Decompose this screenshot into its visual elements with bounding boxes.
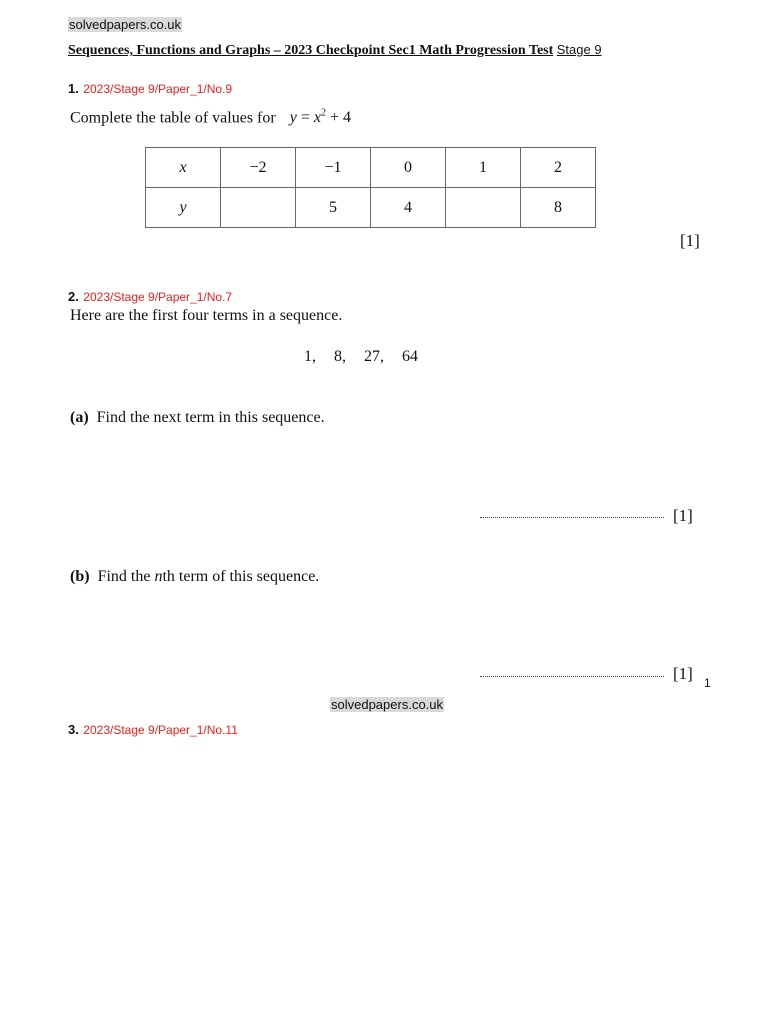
part-a-marks: [1]	[673, 506, 693, 525]
x-value-cell: 1	[446, 148, 521, 188]
x-value-cell: −2	[221, 148, 296, 188]
sequence-term: 64	[402, 348, 418, 365]
equation-rest: + 4	[329, 109, 351, 127]
table-row	[146, 188, 596, 228]
question-2-intro: Here are the first four terms in a sequence.	[70, 307, 343, 324]
y-value-cell: 4	[371, 188, 446, 228]
answer-dots[interactable]	[480, 676, 664, 677]
part-a-answer-line[interactable]	[480, 505, 664, 523]
y-value-cell[interactable]	[446, 188, 521, 228]
part-b-text-before: Find the	[97, 568, 155, 585]
x-value-cell: 0	[371, 148, 446, 188]
x-value-cell: 2	[521, 148, 596, 188]
part-a-text: Find the next term in this sequence.	[96, 409, 325, 426]
sequence-term: 27,	[364, 348, 384, 365]
y-value-cell: 5	[296, 188, 371, 228]
equation-power: 2	[320, 108, 326, 119]
sequence-term: 1,	[304, 348, 316, 365]
question-reference: 2023/Stage 9/Paper_1/No.9	[83, 82, 233, 96]
y-value-cell[interactable]	[221, 188, 296, 228]
equation-lhs: y	[289, 109, 297, 127]
prompt-text: Complete the table of values for	[70, 109, 276, 127]
question-reference: 2023/Stage 9/Paper_1/No.11	[83, 723, 238, 737]
part-b-italic: n	[154, 568, 163, 585]
equation-base: x	[313, 109, 321, 127]
y-label-cell: y	[146, 188, 221, 228]
x-value-cell: −1	[296, 148, 371, 188]
question-number: 3.	[68, 722, 79, 737]
question-1-marks: [1]	[680, 231, 700, 250]
question-2-heading	[68, 288, 232, 306]
sequence-term: 8,	[334, 348, 346, 365]
question-3-heading	[68, 721, 238, 739]
site-watermark-top: solvedpapers.co.uk	[69, 17, 182, 32]
y-value-cell: 8	[521, 188, 596, 228]
part-a-question	[70, 409, 325, 427]
equation: $y = x^2 + 4$	[289, 108, 351, 127]
page-number: 1	[704, 676, 711, 690]
part-b-marks: [1]	[673, 664, 693, 683]
part-b-label: (b)	[70, 568, 90, 585]
part-b-text-after: th term of this sequence.	[162, 568, 320, 585]
part-b-answer-line[interactable]	[480, 664, 664, 682]
sequence-terms	[304, 348, 418, 366]
part-b-text	[98, 568, 320, 585]
table-row	[146, 148, 596, 188]
part-a-label: (a)	[70, 409, 89, 426]
question-number: 1.	[68, 81, 79, 96]
question-number: 2.	[68, 289, 79, 304]
question-reference: 2023/Stage 9/Paper_1/No.7	[83, 290, 233, 304]
x-label-cell: x	[146, 148, 221, 188]
site-watermark-footer: solvedpapers.co.uk	[331, 697, 444, 712]
title-text: Sequences, Functions and Graphs – 2023 Checkpoint Sec1 Math Progression Test	[68, 43, 554, 58]
page-title	[68, 42, 602, 59]
stage-text: Stage 9	[556, 42, 602, 57]
answer-dots[interactable]	[480, 517, 664, 518]
question-1-prompt	[70, 108, 351, 127]
part-b-question	[70, 568, 319, 586]
values-table	[145, 147, 596, 228]
question-1-heading	[68, 80, 232, 98]
